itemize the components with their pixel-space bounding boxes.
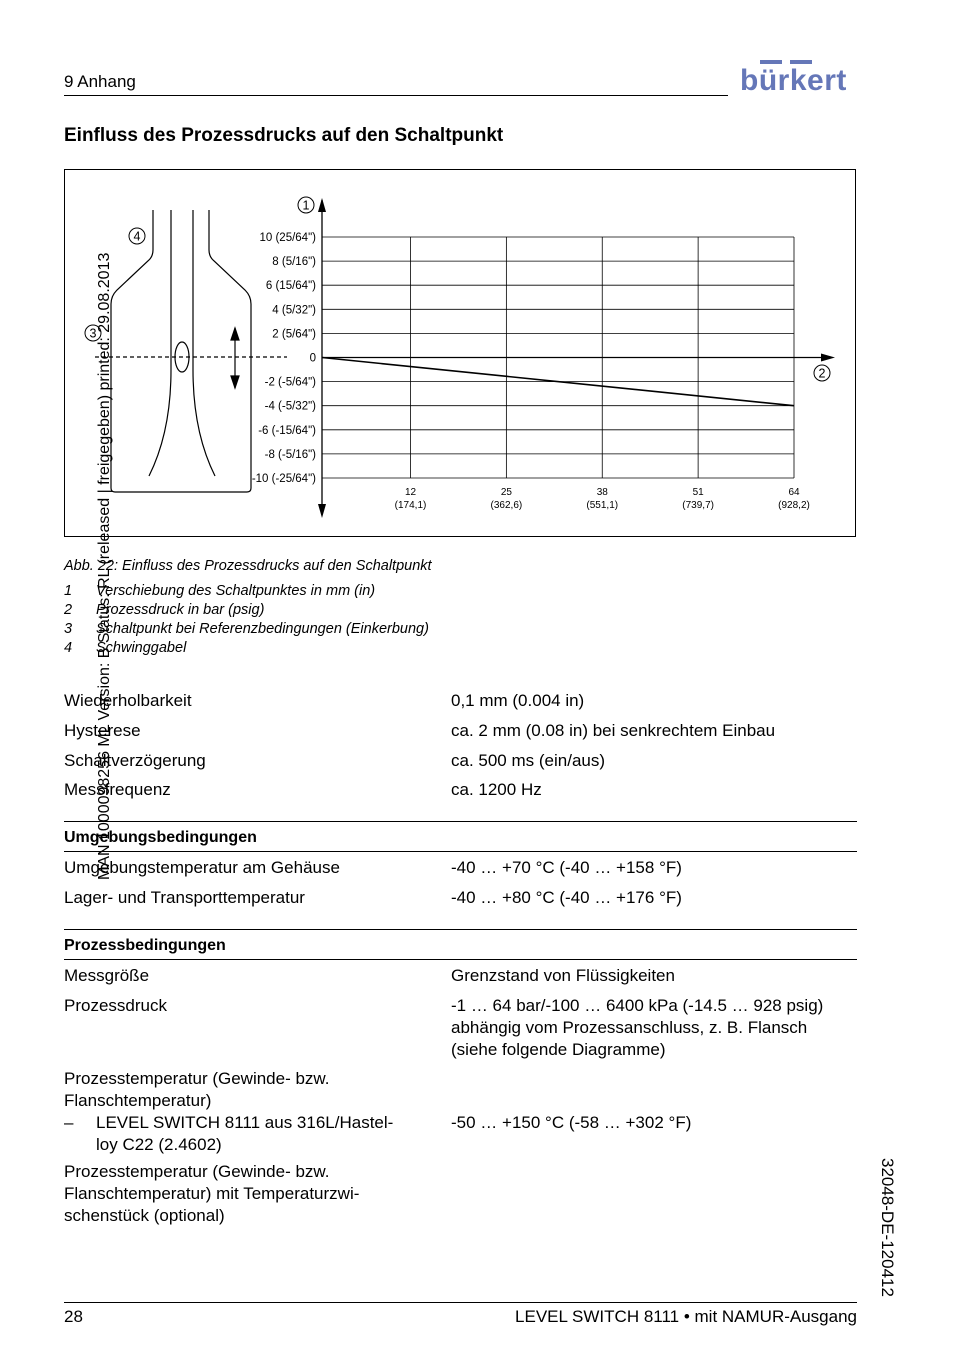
env-section-title: Umgebungsbedingungen	[64, 829, 257, 846]
document-status-vertical: MAN 1000098256 ML Version: B Status: RL (released | freigegeben) printed: 29.08.2013	[96, 252, 113, 880]
x-tick-label: 38	[596, 487, 608, 498]
process-section-title: Prozessbedingungen	[64, 937, 226, 954]
spec-value: ca. 500 ms (ein/aus)	[451, 751, 606, 770]
process-label: Prozesstemperatur (Gewinde- bzw. Flanschtemperatur) mit Temperaturzwi- schenstück (optional)	[64, 1162, 360, 1225]
y-tick-labels	[252, 232, 316, 485]
x-tick-sublabel: (739,7)	[682, 500, 714, 511]
y-tick-label: 2 (5/64")	[272, 328, 316, 341]
marker-number: 1	[302, 198, 310, 213]
y-tick-label: 10 (25/64")	[259, 232, 316, 244]
section-rule	[64, 851, 857, 852]
x-tick-labels	[395, 487, 810, 511]
footer-rule	[64, 1302, 857, 1303]
process-value: -1 … 64 bar/-100 … 6400 kPa (-14.5 … 928 psig) abhängig vom Prozessanschluss, z. B. Flansch (siehe folgende Diagramme)	[451, 996, 824, 1059]
process-label: Prozessdruck	[64, 996, 167, 1015]
section-rule	[64, 959, 857, 960]
figure-caption: Abb. 22: Einfluss des Prozessdrucks auf den Schaltpunkt	[64, 558, 432, 574]
burkert-logo	[740, 60, 858, 96]
spec-label: Messfrequenz	[64, 780, 171, 799]
x-tick-sublabel: (174,1)	[394, 500, 427, 511]
section-title: Einfluss des Prozessdrucks auf den Schaltpunkt	[64, 125, 504, 146]
env-value: -40 … +80 °C (-40 … +176 °F)	[451, 888, 682, 907]
fork-drawing	[95, 210, 287, 492]
chapter-heading: 9 Anhang	[64, 72, 136, 91]
section-rule	[64, 821, 857, 822]
x-axis-arrow	[821, 354, 835, 362]
pressure-chart	[65, 170, 857, 538]
logo-text: bürkert	[740, 64, 847, 97]
x-tick-label: 51	[692, 487, 704, 498]
y-tick-label: 0	[309, 352, 316, 365]
x-tick-sublabel: (362,6)	[490, 500, 523, 511]
spec-label: Schaltverzögerung	[64, 751, 206, 770]
chart-axes	[318, 198, 835, 518]
marker-number: 3	[89, 326, 97, 341]
y-tick-label: -2 (-5/64")	[264, 376, 316, 389]
env-value: -40 … +70 °C (-40 … +158 °F)	[451, 858, 682, 877]
y-axis-arrow-up	[318, 198, 326, 212]
y-tick-label: -10 (-25/64")	[251, 473, 316, 485]
section-rule	[64, 929, 857, 930]
document-code-vertical: 32048-DE-120412	[878, 1158, 897, 1297]
marker-number: 2	[818, 366, 826, 381]
figure-markers	[85, 197, 830, 381]
y-tick-label: 4 (5/32")	[272, 304, 316, 317]
process-value: -50 … +150 °C (-58 … +302 °F)	[451, 1113, 692, 1132]
spec-value: ca. 2 mm (0.08 in) bei senkrechtem Einbau	[451, 721, 776, 740]
x-tick-label: 12	[404, 487, 417, 498]
x-tick-label: 25	[500, 487, 512, 498]
process-label: Messgröße	[64, 966, 150, 985]
spec-value: 0,1 mm (0.004 in)	[451, 691, 585, 710]
spec-value: ca. 1200 Hz	[451, 780, 542, 799]
legend-item: 3 Schaltpunkt bei Referenzbedingungen (Einkerbung)	[64, 621, 429, 637]
y-tick-label: -8 (-5/16")	[264, 448, 316, 461]
page-number: 28	[64, 1307, 83, 1326]
env-label: Umgebungstemperatur am Gehäuse	[64, 858, 340, 877]
y-tick-label: -6 (-15/64")	[258, 424, 316, 437]
marker-number: 4	[133, 229, 141, 244]
x-tick-label: 64	[788, 487, 800, 498]
x-tick-sublabel: (551,1)	[586, 500, 619, 511]
y-axis-arrow-down	[318, 504, 326, 518]
figure-box	[64, 169, 856, 537]
x-tick-sublabel: (928,2)	[778, 500, 810, 511]
process-value: Grenzstand von Flüssigkeiten	[451, 966, 675, 985]
legend-item: 1 Verschiebung des Schaltpunktes in mm (in)	[64, 583, 376, 599]
y-tick-label: -4 (-5/32")	[264, 400, 316, 413]
header-rule	[64, 95, 728, 96]
legend-item: 4 Schwinggabel	[64, 640, 187, 656]
spec-label: Wiederholbarkeit	[64, 691, 192, 710]
process-label: Prozesstemperatur (Gewinde- bzw. Flanschtemperatur) – LEVEL SWITCH 8111 aus 316L/Hastel- loy C22 (2.4602)	[64, 1069, 394, 1154]
legend-item: 2 Prozessdruck in bar (psig)	[64, 602, 265, 618]
env-label: Lager- und Transporttemperatur	[64, 888, 305, 907]
spec-label: Hysterese	[64, 721, 141, 740]
y-tick-label: 6 (15/64")	[265, 280, 316, 293]
y-tick-label: 8 (5/16")	[272, 256, 316, 269]
product-name: LEVEL SWITCH 8111 • mit NAMUR-Ausgang	[515, 1307, 857, 1326]
